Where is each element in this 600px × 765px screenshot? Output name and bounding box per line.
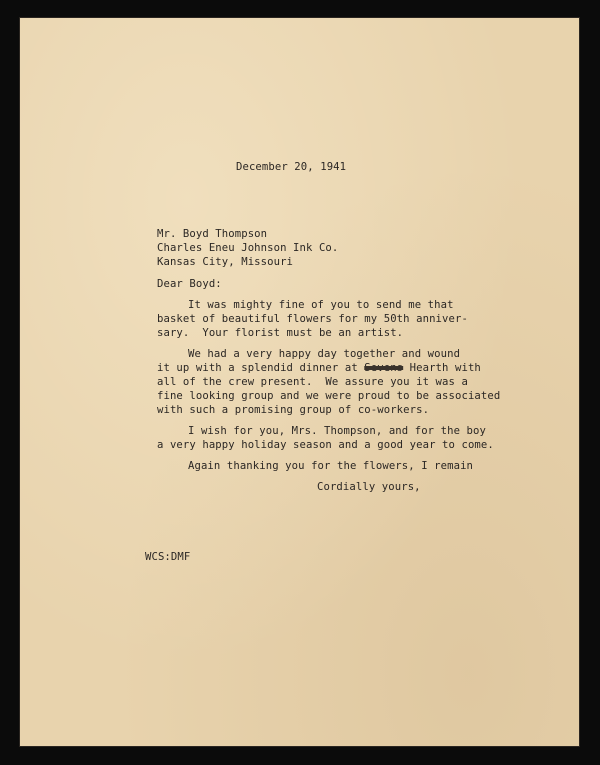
paragraph-3-line-2: a very happy holiday season and a good year to come. [157,439,494,451]
letter-page [19,17,580,747]
paragraph-1-line-1: It was mighty fine of you to send me that [188,299,454,311]
letter-date: December 20, 1941 [236,161,347,173]
reference-initials: WCS:DMF [145,551,191,563]
paragraph-2-line-2-end: Hearth with [403,362,481,374]
closing: Cordially yours, [317,481,421,493]
recipient-name: Mr. Boyd Thompson [157,228,268,240]
paragraph-4-line-1: Again thanking you for the flowers, I remain [188,460,474,472]
salutation: Dear Boyd: [157,278,222,290]
recipient-city: Kansas City, Missouri [157,256,294,268]
recipient-company: Charles Eneu Johnson Ink Co. [157,242,339,254]
paragraph-1-line-2: basket of beautiful flowers for my 50th anniver- [157,313,468,325]
paragraph-1-line-3: sary. Your florist must be an artist. [157,327,404,339]
paragraph-2-line-4: fine looking group and we were proud to be associated [157,390,501,402]
paragraph-2-line-5: with such a promising group of co-workers. [157,404,430,416]
paragraph-3-line-1: I wish for you, Mrs. Thompson, and for the boy [188,425,486,437]
struck-word: Sevens [364,362,404,374]
paragraph-2-line-2 [157,363,481,374]
paragraph-2-line-3: all of the crew present. We assure you it was a [157,376,468,388]
paragraph-2-line-1: We had a very happy day together and wound [188,348,461,360]
paragraph-2-line-2-start: it up with a splendid dinner at [157,362,365,374]
